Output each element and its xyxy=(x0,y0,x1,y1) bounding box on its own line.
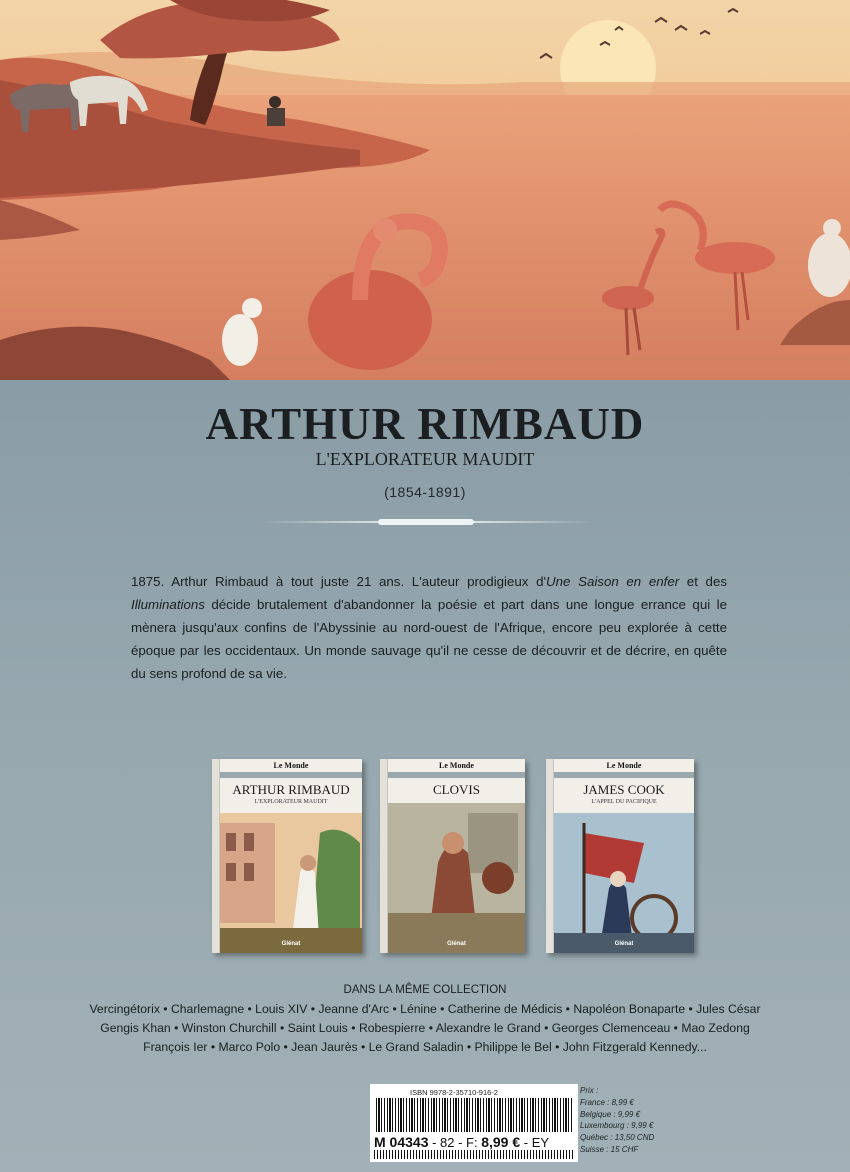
book-cover-subtitle: L'APPEL DU PACIFIQUE xyxy=(591,799,657,805)
masthead-logo: Le Monde xyxy=(606,761,642,770)
book-cover-art xyxy=(388,803,525,953)
collection-list-line: Vercingétorix • Charlemagne • Louis XIV • Jeanne d'Arc • Lénine • Catherine de Médicis • Napoléon Bonaparte • Jules César xyxy=(89,1002,761,1016)
barcode-icon xyxy=(376,1098,572,1132)
publisher-logo: Glénat xyxy=(281,941,301,947)
collection-list-line: Gengis Khan • Winston Churchill • Saint Louis • Robespierre • Alexandre le Grand • Georges Clemenceau • Mao Zedong xyxy=(100,1021,750,1035)
price-label: Prix : xyxy=(580,1086,599,1095)
publisher-logo: Glénat xyxy=(614,941,634,947)
collection-list-line: François Ier • Marco Polo • Jean Jaurès • Le Grand Saladin • Philippe le Bel • John Fitzgerald Kennedy... xyxy=(143,1040,707,1054)
price-line: Suisse : 15 CHF xyxy=(580,1144,639,1154)
barcode-label xyxy=(370,1084,578,1162)
book-cover-subtitle: L'EXPLORATEUR MAUDIT xyxy=(254,799,328,805)
price-line: Belgique : 9,99 € xyxy=(580,1109,641,1119)
publisher-logo: Glénat xyxy=(447,941,466,947)
book-cover-art xyxy=(554,813,694,953)
book-spine xyxy=(380,759,388,953)
cover-top-band xyxy=(554,772,694,778)
collection-heading: DANS LA MÊME COLLECTION xyxy=(343,984,507,996)
life-dates: (1854-1891) xyxy=(384,484,466,500)
book-cover-title: CLOVIS xyxy=(433,782,480,797)
price-line: France : 8,99 € xyxy=(580,1097,634,1107)
book-cover-james-cook[interactable] xyxy=(546,759,694,953)
sunset-lagoon-illustration xyxy=(0,0,850,380)
back-cover-panel xyxy=(0,380,850,1172)
book-cover-art xyxy=(220,813,362,953)
book-spine xyxy=(212,759,220,953)
book-subtitle: L'EXPLORATEUR MAUDIT xyxy=(315,449,535,469)
book-spine xyxy=(546,759,554,953)
book-cover-title: ARTHUR RIMBAUD xyxy=(232,782,350,797)
masthead-logo: Le Monde xyxy=(439,761,474,770)
masthead-logo: Le Monde xyxy=(273,761,309,770)
divider-center-bar xyxy=(378,519,474,525)
price-list xyxy=(580,1085,654,1156)
cover-illustration xyxy=(0,0,850,380)
price-line: Luxembourg : 9,99 € xyxy=(580,1121,654,1131)
price-code: M 04343 - 82 - F: 8,99 € - EY xyxy=(374,1134,550,1150)
synopsis-text: 1875. Arthur Rimbaud à tout juste 21 ans. L'auteur prodigieux d'Une Saison en enfer et des Illuminations décide brutalement d'abandonner la poésie et part dans une longue errance qui le mènera jusqu'aux confins de l'Abyssinie au nord-ouest de l'Afrique, encore peu explorée à cette époque par les occidentaux. Un monde sauvage qu'il ne cesse de découvrir et de décrire, en quête du sens profond de sa vie. xyxy=(131,574,727,681)
book-cover-title: JAMES COOK xyxy=(583,782,665,797)
book-cover-arthur-rimbaud[interactable] xyxy=(212,759,362,953)
book-title: ARTHUR RIMBAUD xyxy=(205,399,645,449)
cover-top-band xyxy=(220,772,362,778)
book-cover-clovis[interactable] xyxy=(380,759,525,953)
cover-top-band xyxy=(388,772,525,778)
price-line: Québec : 13,50 CND xyxy=(580,1133,655,1143)
secondary-barcode-icon xyxy=(374,1150,574,1159)
isbn-number: ISBN 9978-2-35710-916-2 xyxy=(410,1088,498,1097)
